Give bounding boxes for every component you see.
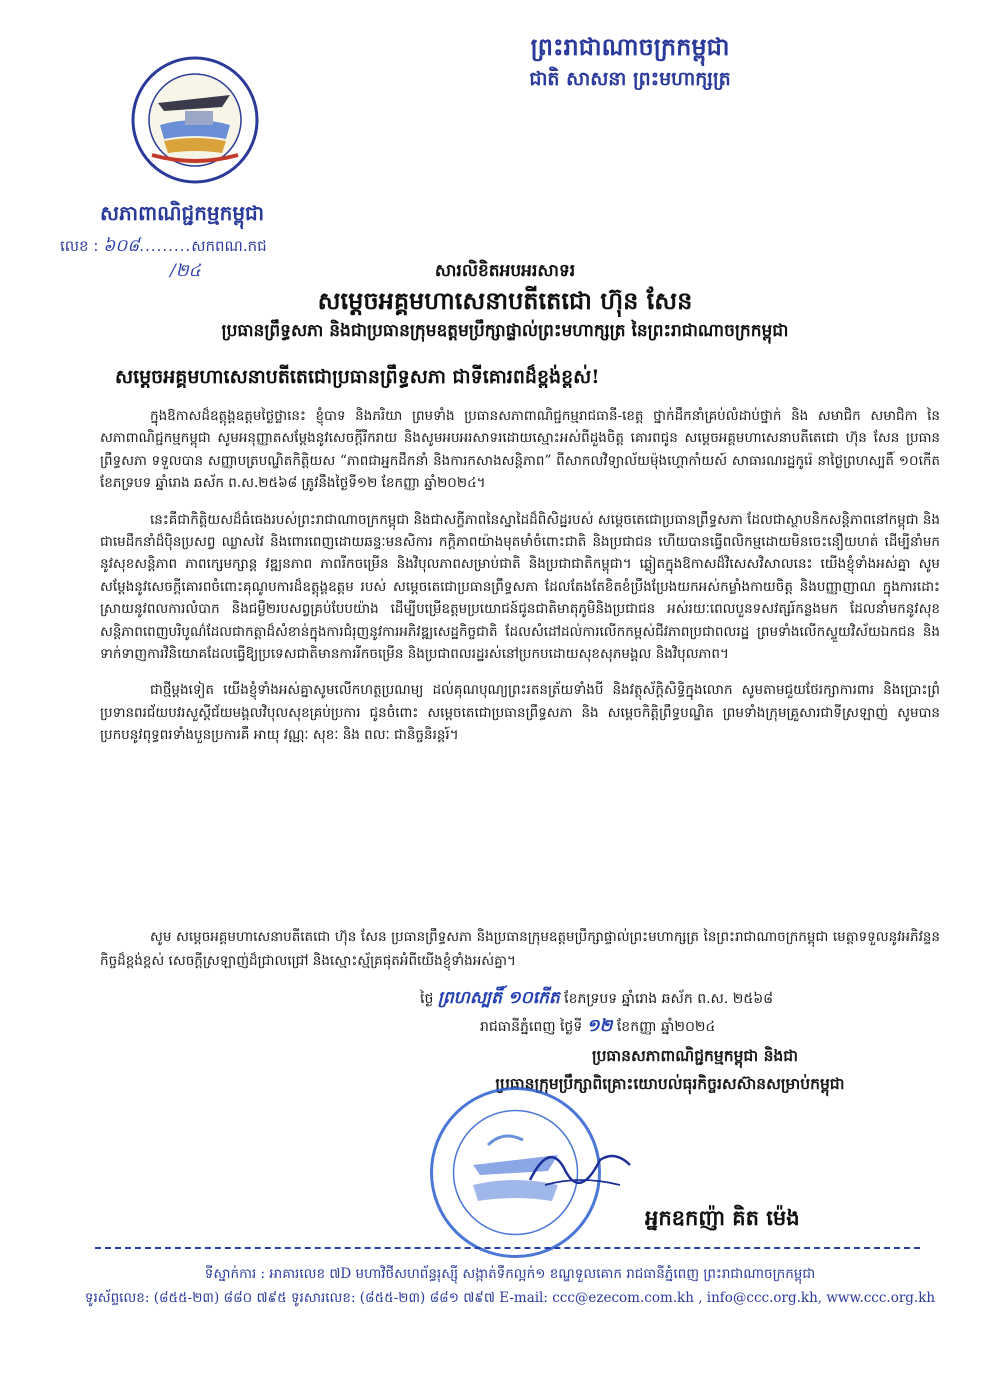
paragraph-1: ក្នុងឱកាសដ៏ឧត្តុង្គឧត្តមថ្ងៃថ្លានេះ ខ្ញុំបាទ និងភរិយា ព្រមទាំង ប្រធានសភាពាណិជ្ជកម្មរាជធានី-ខេត្ត ថ្នាក់ដឹកនាំគ្រប់លំដាប់ថ្នាក់ និង សមាជិក សមាជិកា នៃសភាពាណិជ្ជកម្មកម្ពុជា សូមអនុញ្ញាតសម្តែងនូវសេចក្តីរីករាយ និងសូមអបអរសាទរដោយស្មោះអស់ពីដួងចិត្ត គោរពជូន សម្តេចអគ្គមហាសេនាបតីតេជោ ហ៊ុន សែន ប្រធានព្រឹទ្ធសភា ទទួលបាន សញ្ញាបត្របណ្ឌិតកិត្តិយស “ភាពជាអ្នកដឹកនាំ និងការកសាងសន្តិភាព” ពីសាកលវិទ្យាល័យម៉ុងហ្គោកាំយស៍ សាធារណរដ្ឋកូរ៉េ នាថ្ងៃព្រហស្បតិ៍ ១០កើត ខែភទ្របទ ឆ្នាំរោង ឆស័ក ព.ស.២៥៦៨ ត្រូវនឹងថ្ងៃទី១២ ខែកញ្ញា ឆ្នាំ២០២៤។: [100, 408, 940, 492]
footer-divider: [95, 1247, 920, 1249]
chamber-logo: [130, 55, 260, 185]
handwritten-signature: [520, 1130, 640, 1200]
organization-name: សភាពាណិជ្ជកម្មកម្ពុជា: [100, 201, 265, 225]
footer-address: ទីស្នាក់ការ : អាគារលេខ ៧D មហាវិថីសហព័ន្ធរុស្ស៊ី សង្កាត់ទឹកល្អក់១ ខណ្ឌទួលគោក រាជធានីភ្នំពេញ ព្រះរាជាណាចក្រកម្ពុជា: [204, 1266, 816, 1282]
ref-suffix: សកពណ.កជ: [191, 237, 267, 255]
ref-number: ៦០៨: [103, 236, 140, 256]
title-line-1: សារលិខិតអបអរសាទរ: [434, 261, 576, 281]
signer-title-2: ប្រធានក្រុមប្រឹក្សាពិគ្រោះយោបល់ធុរកិច្ចរសស៊ានសម្រាប់កម្ពុជា: [495, 1074, 845, 1093]
signer-name: អ្នកឧកញ៉ា គិត ម៉េង: [645, 1205, 800, 1230]
solar-date-rest: ខែកញ្ញា ឆ្នាំ២០២៤: [616, 1019, 716, 1035]
lunar-date: [420, 987, 940, 1012]
paragraph-2: នេះគឺជាកិត្តិយសដ៏ធំធេងរបស់ព្រះរាជាណាចក្រកម្ពុជា និងជាសក្ខីភាពនៃស្នាដៃដ៏ពិសិដ្ឋរបស់ សម្តេចតេជោប្រធានព្រឹទ្ធសភា ដែលជាស្ថាបនិកសន្តិភាពនៅកម្ពុជា និងជាមេដឹកនាំដ៏ប៉ិនប្រសព្វ ឈ្លាសវៃ និងពោរពេញដោយឆន្ទៈមនសិការ កក្តិភាពយ៉ាងមុតមាំចំពោះជាតិ និងប្រជាជន ហើយបានធ្វើពលិកម្មដោយមិនចេះនឿយហត់ ដើម្បីនាំមកនូវសុខសន្តិភាព ភាពក្សេមក្សាន្ត វឌ្ឍនភាព ភាពរីកចម្រើន និងវិបុលភាពសម្រាប់ជាតិ និងប្រជាជាតិកម្ពុជា។ ឆ្លៀតក្នុងឱកាសដ៏វិសេសវិសាលនេះ យើងខ្ញុំទាំងអស់គ្នា សូមសម្តែងនូវសេចក្តីគោរពចំពោះគុណូបការដ៏ឧត្តុង្គឧត្តម របស់ សម្តេចតេជោប្រធានព្រឹទ្ធសភា ដែលតែងតែខិតខំប្រឹងប្រែងយកអស់កម្លាំងកាយចិត្ត និងបញ្ញាញាណ ក្នុងការដោះស្រាយនូវពលការលំបាក និងជម្ងឺ២របសព្វគ្រប់បែបយ៉ាង ដើម្បីបម្រើឧត្តមប្រយោជន៍ជូនជាតិមាតុភូមិនិងប្រជាជន អស់រយៈពេលបួនទសវត្សរ៍កន្លងមក ដែលនាំមកនូវសុខសន្តិភាពពេញបរិបូណ៌ដែលជាកត្តាដ៏សំខាន់ក្នុងការជំរុញនូវការអភិវឌ្ឍសេដ្ឋកិច្ចជាតិ ដែលសំដៅដល់ការលើកកម្ពស់ជីវភាពប្រជាពលរដ្ឋ ព្រមទាំងលើកស្ទួយវិស័យឯកជន និងទាក់ទាញការវិនិយោគដែលធ្វើឱ្យប្រទេសជាតិមានការរីកចម្រើន និងប្រជាពលរដ្ឋរស់នៅប្រកបដោយសុខសុភមង្គល និងវិបុលភាព។: [100, 511, 940, 663]
reference-number: [60, 235, 380, 260]
lunar-date-prefix: ថ្ងៃ: [420, 991, 434, 1007]
solar-date-handwritten: ១២: [586, 1016, 613, 1036]
title-line-3: ប្រធានព្រឹទ្ធសភា និងជាប្រធានក្រុមឧត្តមប្រឹក្សាផ្ទាល់ព្រះមហាក្សត្រ នៃព្រះរាជាណាចក្រកម្ពុជា: [221, 321, 789, 341]
title-line-2: សម្តេចអគ្គមហាសេនាបតីតេជោ ហ៊ុន សែន: [317, 286, 693, 315]
ref-label: លេខ :: [60, 237, 99, 255]
signer-title-1: ប្រធានសភាពាណិជ្ជកម្មកម្ពុជា និងជា: [591, 1046, 799, 1065]
ref-dots: .........: [139, 237, 192, 255]
footer-contacts: ទូរស័ព្ទលេខ: (៨៥៥-២៣) ៨៨០ ៧៩៥ ទូរសារលេខ: (៨៥៥-២៣) ៨៨១ ៧៩៧ E-mail: ccc@ezecom.com.kh , info@ccc.org.kh, www.ccc.org.kh: [84, 1290, 936, 1306]
letter-body: [100, 405, 940, 761]
salutation: សម្តេចអគ្គមហាសេនាបតីតេជោប្រធានព្រឹទ្ធសភា ជាទីគោរពដ៏ខ្ពង់ខ្ពស់!: [115, 366, 600, 388]
kingdom-header: [520, 30, 740, 94]
ref-handwritten: /២៤: [170, 261, 201, 281]
solar-date: [480, 1015, 940, 1040]
letter-title: [70, 258, 940, 344]
closing-paragraph: [100, 925, 940, 973]
solar-date-prefix: រាជធានីភ្នំពេញ ថ្ងៃទី: [480, 1019, 583, 1035]
lunar-date-rest: ខែភទ្របទ ឆ្នាំរោង ឆស័ក ព.ស. ២៥៦៨: [564, 991, 774, 1007]
lunar-date-handwritten: ព្រហស្បតិ៍ ១០កើត: [437, 988, 560, 1008]
footer: [70, 1262, 950, 1310]
paragraph-4: សូម សម្តេចអគ្គមហាសេនាបតីតេជោ ហ៊ុន សែន ប្រធានព្រឹទ្ធសភា និងប្រធានក្រុមឧត្តមប្រឹក្សាផ្ទាល់ព្រះមហាក្សត្រ នៃព្រះរាជាណាចក្រកម្ពុជា មេត្តាទទួលនូវអភិវន្ទនកិច្ចដ៏ខ្ពង់ខ្ពស់ សេចក្តីស្រឡាញ់ដ៏ជ្រាលជ្រៅ និងស្មោះស្ម័គ្រផុតអំពីយើងខ្ញុំទាំងអស់គ្នា។: [100, 929, 940, 969]
kingdom-name: ព្រះរាជាណាចក្រកម្ពុជា: [530, 32, 730, 61]
paragraph-3: ជាថ្មីម្តងទៀត យើងខ្ញុំទាំងអស់គ្នាសូមលើកហត្ថប្រណម្យ ដល់គុណបុណ្យព្រះរតនត្រ័យទាំងបី និងវត្ថុស័ក្តិសិទ្ធិក្នុងលោក សូមតាមជួយថែរក្សាការពារ និងប្រោះព្រំប្រទានពរជ័យបវរសួស្តីជ័យមង្គលវិបុលសុខគ្រប់ប្រការ ជូនចំពោះ សម្តេចតេជោប្រធានព្រឹទ្ធសភា និង សម្តេចកិត្តិព្រឹទ្ធបណ្ឌិត ព្រមទាំងក្រុមគ្រួសារជាទីស្រឡាញ់ សូមបានប្រកបនូវពុទ្ធពរទាំងបួនប្រការគឺ អាយុ វណ្ណៈ សុខៈ និង ពលៈ ជានិច្ចនិរន្តរ៍។: [100, 682, 940, 744]
kingdom-motto: ជាតិ សាសនា ព្រះមហាក្សត្រ: [529, 68, 731, 90]
